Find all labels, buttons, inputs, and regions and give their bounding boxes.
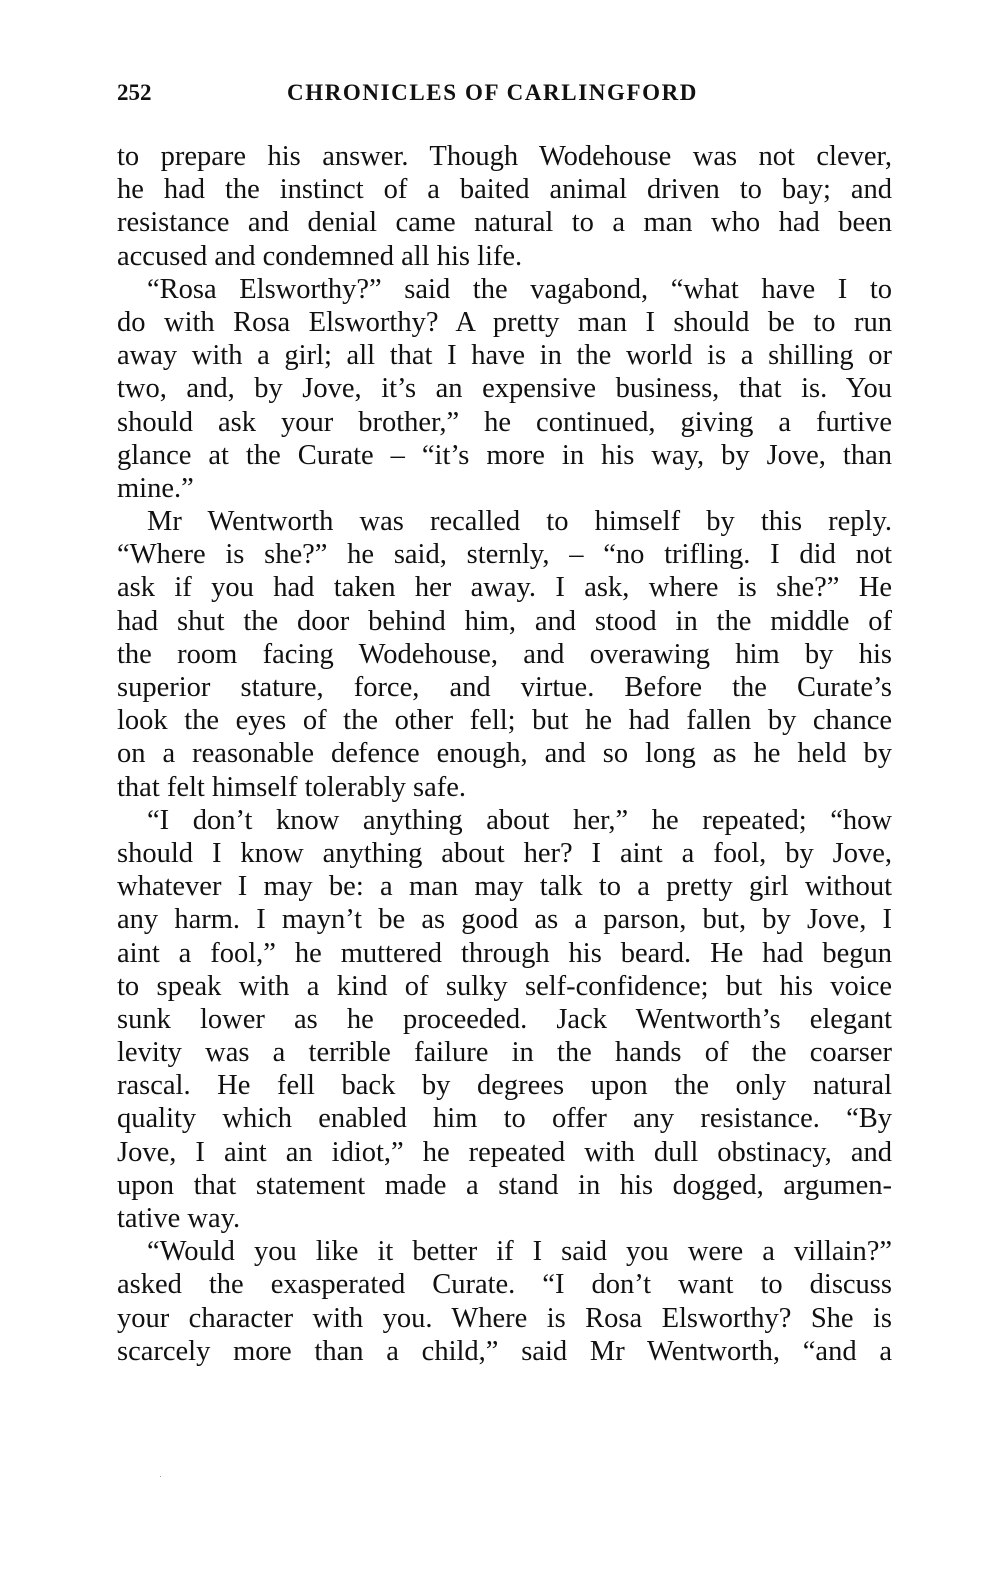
text-line: ask if you had taken her away. I ask, where is she?” He bbox=[117, 572, 892, 604]
text-line: had shut the door behind him, and stood in the middle of bbox=[117, 605, 892, 637]
text-line: whatever I may be: a man may talk to a pretty girl without bbox=[117, 871, 892, 903]
text-line: aint a fool,” he muttered through his beard. He had begun bbox=[117, 937, 892, 969]
text-line: should ask your brother,” he continued, giving a furtive bbox=[117, 406, 892, 438]
text-line: two, and, by Jove, it’s an expensive business, that is. You bbox=[117, 373, 892, 405]
text-line: “I don’t know anything about her,” he repeated; “how bbox=[147, 804, 892, 836]
page-number: 252 bbox=[117, 80, 152, 105]
running-head bbox=[117, 78, 892, 118]
text-line: quality which enabled him to offer any resistance. “By bbox=[117, 1103, 892, 1135]
text-line: glance at the Curate – “it’s more in his way, by Jove, than bbox=[117, 439, 892, 471]
text-line: on a reasonable defence enough, and so long as he held by bbox=[117, 738, 892, 770]
text-line: “Would you like it better if I said you were a villain?” bbox=[147, 1236, 892, 1268]
paper-speck bbox=[160, 1476, 161, 1477]
text-line: look the eyes of the other fell; but he had fallen by chance bbox=[117, 705, 892, 737]
text-line: scarcely more than a child,” said Mr Wentworth, “and a bbox=[117, 1335, 892, 1367]
text-line: mine.” bbox=[117, 472, 194, 504]
text-line: superior stature, force, and virtue. Before the Curate’s bbox=[117, 672, 892, 703]
text-line: Jove, I aint an idiot,” he repeated with dull obstinacy, and bbox=[117, 1136, 892, 1168]
text-line: resistance and denial came natural to a man who had been bbox=[117, 207, 892, 239]
text-line: should I know anything about her? I aint a fool, by Jove, bbox=[117, 837, 892, 869]
text-line: that felt himself tolerably safe. bbox=[117, 771, 466, 803]
body-text bbox=[117, 140, 892, 1368]
text-line: tative way. bbox=[117, 1203, 241, 1234]
running-title: CHRONICLES OF CARLINGFORD bbox=[287, 80, 699, 105]
text-line: upon that statement made a stand in his dogged, argumen- bbox=[117, 1169, 892, 1201]
text-line: your character with you. Where is Rosa Elsworthy? She is bbox=[117, 1302, 892, 1334]
text-line: do with Rosa Elsworthy? A pretty man I should be to run bbox=[117, 306, 892, 338]
text-line: “Where is she?” he said, sternly, – “no trifling. I did not bbox=[117, 539, 892, 571]
text-line: to prepare his answer. Though Wodehouse was not clever, bbox=[117, 141, 892, 172]
text-line: sunk lower as he proceeded. Jack Wentworth’s elegant bbox=[117, 1003, 892, 1035]
text-line: away with a girl; all that I have in the world is a shilling or bbox=[117, 340, 892, 372]
text-line: levity was a terrible failure in the hands of the coarser bbox=[117, 1037, 892, 1069]
text-line: to speak with a kind of sulky self-confidence; but his voice bbox=[117, 970, 892, 1002]
text-line: the room facing Wodehouse, and overawing him by his bbox=[117, 638, 892, 670]
text-line: “Rosa Elsworthy?” said the vagabond, “what have I to bbox=[147, 273, 892, 305]
text-line: rascal. He fell back by degrees upon the only natural bbox=[117, 1070, 892, 1102]
text-line: asked the exasperated Curate. “I don’t want to discuss bbox=[117, 1269, 892, 1301]
text-line: he had the instinct of a baited animal driven to bay; and bbox=[117, 174, 892, 206]
text-line: any harm. I mayn’t be as good as a parson, but, by Jove, I bbox=[117, 904, 892, 936]
text-line: accused and condemned all his life. bbox=[117, 240, 523, 272]
text-line: Mr Wentworth was recalled to himself by this reply. bbox=[147, 506, 892, 538]
book-page bbox=[117, 78, 892, 1367]
